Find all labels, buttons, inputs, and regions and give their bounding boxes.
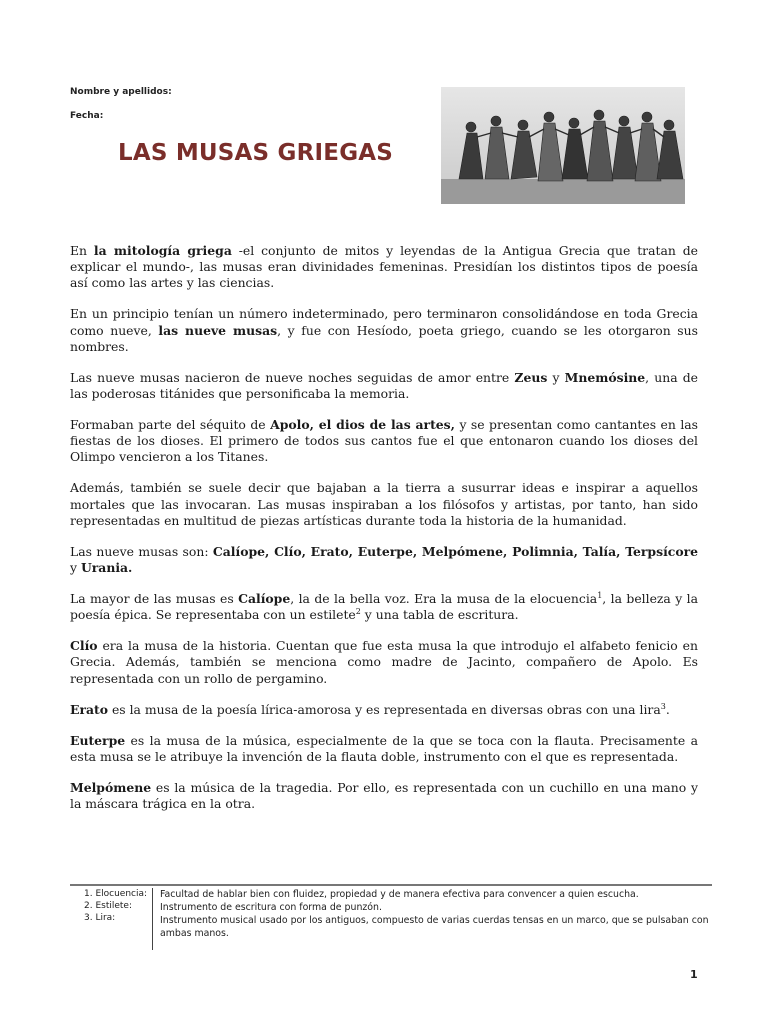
paragraph-melpomene: Melpómene es la música de la tragedia. Por ello, es representada con un cuchillo en una mano y la máscara trágica en la otra. <box>70 779 698 812</box>
paragraph-muse-list: Las nueve musas son: Calíope, Clío, Erato, Euterpe, Melpómene, Polimnia, Talía, Terpsícore y Urania. <box>70 543 698 576</box>
paragraph-apollo: Formaban parte del séquito de Apolo, el dios de las artes, y se presentan como cantantes en las fiestas de los dioses. El primero de todos sus cantos fue el que entonaron cuando los dioses del Olimpo vencieron a los Titanes. <box>70 417 699 465</box>
paragraph-nine-muses-origin: En un principio tenían un número indeterminado, pero terminaron consolidándose en toda Grecia como nueve, las nueve musas, y fue con Hesíodo, poeta griego, cuando se les otorgaron sus nombres. <box>70 306 698 354</box>
page-number: 1 <box>690 968 698 981</box>
muses-dance-image <box>441 87 685 204</box>
paragraph-clio: Clío era la musa de la historia. Cuentan que fue esta musa la que introdujo el alfabeto fenicio en Grecia. Además, también se menciona como madre de Jacinto, compañero de Apolo. Es representada con un rollo de pergamino. <box>70 638 698 686</box>
paragraph-inspiration: Además, también se suele decir que bajaban a la tierra a susurrar ideas e inspirar a aquellos mortales que las invocaran. Las musas inspiraban a los filósofos y artistas, por tanto, han sido representadas en multitud de piezas artísticas durante toda la historia de la humanidad. <box>70 480 698 528</box>
footnote-term: 2. Estilete: <box>84 901 132 911</box>
paragraph-caliope: La mayor de las musas es Calíope, la de la bella voz. Era la musa de la elocuencia$^1$, la belleza y la poesía épica. Se representaba con un estilete$^2$ y una tabla de escritura. <box>70 590 698 623</box>
name-label: Nombre y apellidos: <box>70 87 172 97</box>
paragraph-mythology: En la mitología griega -el conjunto de mitos y leyendas de la Antigua Grecia que tratan de explicar el mundo-, las musas eran divinidades femeninas. Presidían los distintos tipos de poesía así como las artes y las ciencias. <box>70 243 698 291</box>
footnote-term: 3. Lira: <box>84 913 116 923</box>
paragraph-erato: Erato es la musa de la poesía lírica-amorosa y es representada en diversas obras con una lira$^3$. <box>70 701 670 717</box>
footnote-definitions <box>160 888 712 940</box>
paragraph-birth: Las nueve musas nacieron de nueve noches seguidas de amor entre Zeus y Mnemósine, una de las poderosas titánides que personificaba la memoria. <box>70 369 698 402</box>
date-label: Fecha: <box>70 111 104 121</box>
footnotes-section <box>70 884 712 939</box>
footnote-definition: Facultad de hablar bien con fluidez, propiedad y de manera efectiva para convencer a quien escucha. <box>160 889 639 900</box>
paragraph-euterpe: Euterpe es la musa de la música, especialmente de la que se toca con la flauta. Precisamente a esta musa se le atribuye la invención de la flauta doble, instrumento con el que es representada. <box>70 732 698 764</box>
footnote-definition: Instrumento musical usado por los antiguos, compuesto de varias cuerdas tensas en un marco, que se pulsaban con ambas manos. <box>160 915 709 939</box>
footnote-definition: Instrumento de escritura con forma de punzón. <box>160 902 382 913</box>
page-title: LAS MUSAS GRIEGAS <box>118 140 394 166</box>
footnote-terms <box>70 888 153 950</box>
muses-illustration <box>441 87 685 204</box>
footnote-term: 1. Elocuencia: <box>84 889 148 899</box>
article-body <box>70 243 698 827</box>
